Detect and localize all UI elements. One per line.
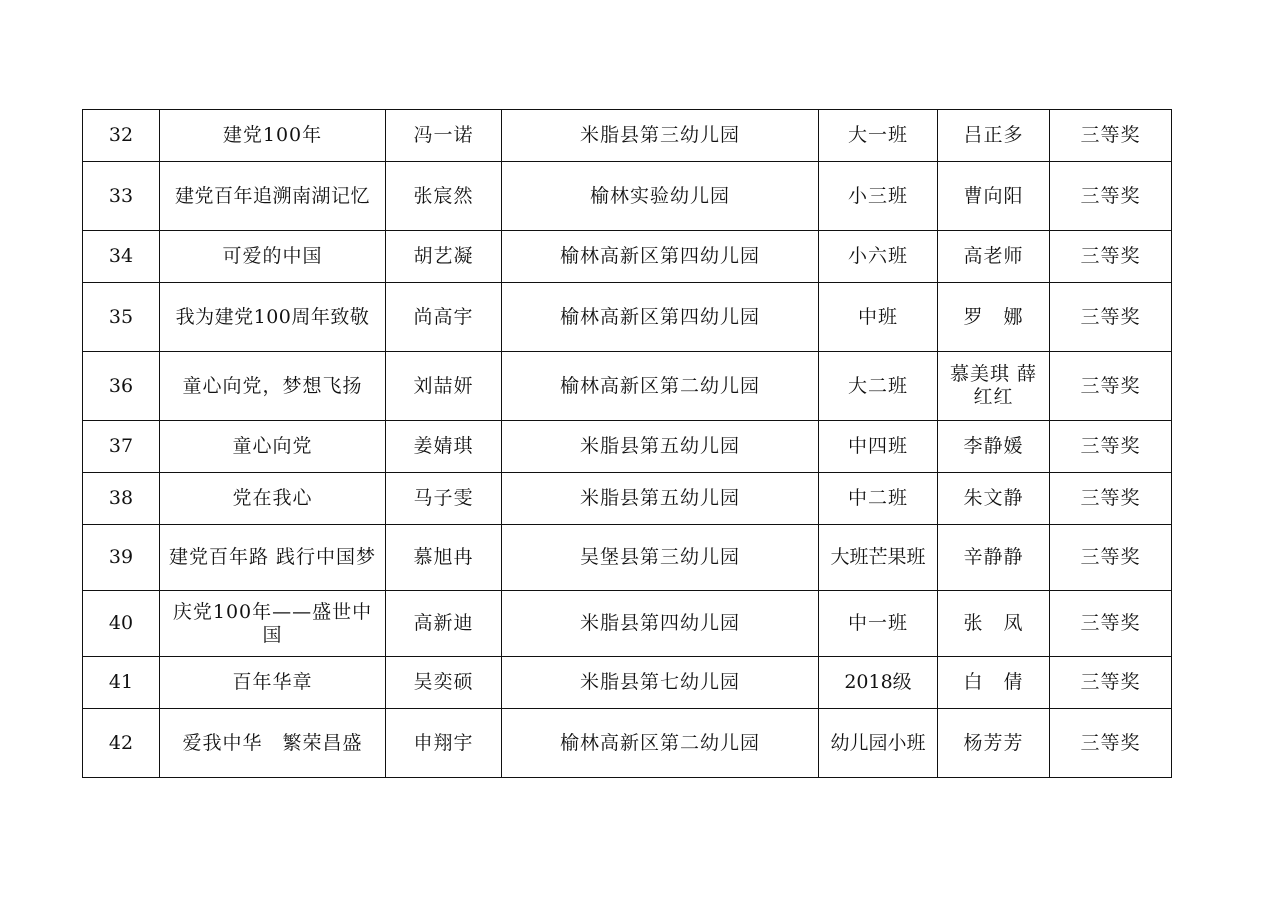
table-row	[83, 110, 1172, 162]
school-name: 米脂县第三幼儿园	[502, 110, 819, 162]
award-table	[82, 109, 1172, 778]
teacher-name: 高老师	[938, 231, 1050, 283]
row-number: 35	[83, 283, 160, 352]
school-name: 米脂县第七幼儿园	[502, 657, 819, 709]
award-level: 三等奖	[1050, 421, 1172, 473]
student-name: 姜婧琪	[386, 421, 502, 473]
school-name: 吴堡县第三幼儿园	[502, 525, 819, 591]
work-title: 童心向党，梦想飞扬	[160, 352, 386, 421]
teacher-name: 吕正多	[938, 110, 1050, 162]
student-name: 胡艺凝	[386, 231, 502, 283]
work-title: 可爱的中国	[160, 231, 386, 283]
school-name: 榆林高新区第四幼儿园	[502, 231, 819, 283]
teacher-name: 张 凤	[938, 591, 1050, 657]
row-number: 32	[83, 110, 160, 162]
student-name: 冯一诺	[386, 110, 502, 162]
teacher-name: 白 倩	[938, 657, 1050, 709]
teacher-name: 杨芳芳	[938, 709, 1050, 778]
school-name: 米脂县第五幼儿园	[502, 473, 819, 525]
row-number: 42	[83, 709, 160, 778]
teacher-name: 辛静静	[938, 525, 1050, 591]
class-name: 小三班	[819, 162, 938, 231]
table-row	[83, 231, 1172, 283]
award-level: 三等奖	[1050, 231, 1172, 283]
class-name: 中班	[819, 283, 938, 352]
row-number: 41	[83, 657, 160, 709]
award-level: 三等奖	[1050, 110, 1172, 162]
student-name: 高新迪	[386, 591, 502, 657]
student-name: 慕旭冉	[386, 525, 502, 591]
work-title: 建党百年追溯南湖记忆	[160, 162, 386, 231]
work-title: 童心向党	[160, 421, 386, 473]
award-level: 三等奖	[1050, 709, 1172, 778]
row-number: 33	[83, 162, 160, 231]
student-name: 吴奕硕	[386, 657, 502, 709]
work-title: 爱我中华 繁荣昌盛	[160, 709, 386, 778]
class-name: 中四班	[819, 421, 938, 473]
table-row	[83, 473, 1172, 525]
school-name: 米脂县第四幼儿园	[502, 591, 819, 657]
class-name: 小六班	[819, 231, 938, 283]
table-row	[83, 283, 1172, 352]
work-title: 我为建党100周年致敬	[160, 283, 386, 352]
teacher-name: 朱文静	[938, 473, 1050, 525]
work-title: 党在我心	[160, 473, 386, 525]
award-level: 三等奖	[1050, 283, 1172, 352]
class-name: 中一班	[819, 591, 938, 657]
school-name: 米脂县第五幼儿园	[502, 421, 819, 473]
student-name: 马子雯	[386, 473, 502, 525]
work-title: 百年华章	[160, 657, 386, 709]
row-number: 37	[83, 421, 160, 473]
table-row	[83, 525, 1172, 591]
teacher-name: 慕美琪 薛红红	[938, 352, 1050, 421]
teacher-name: 曹向阳	[938, 162, 1050, 231]
award-level: 三等奖	[1050, 525, 1172, 591]
row-number: 40	[83, 591, 160, 657]
award-level: 三等奖	[1050, 657, 1172, 709]
row-number: 38	[83, 473, 160, 525]
class-name: 大一班	[819, 110, 938, 162]
student-name: 张宸然	[386, 162, 502, 231]
class-name: 大二班	[819, 352, 938, 421]
work-title: 建党100年	[160, 110, 386, 162]
award-level: 三等奖	[1050, 473, 1172, 525]
award-level: 三等奖	[1050, 591, 1172, 657]
class-name: 幼儿园小班	[819, 709, 938, 778]
class-name: 大班芒果班	[819, 525, 938, 591]
class-name: 2018级	[819, 657, 938, 709]
award-level: 三等奖	[1050, 162, 1172, 231]
work-title: 庆党100年——盛世中国	[160, 591, 386, 657]
award-level: 三等奖	[1050, 352, 1172, 421]
row-number: 36	[83, 352, 160, 421]
table-row	[83, 162, 1172, 231]
teacher-name: 罗 娜	[938, 283, 1050, 352]
row-number: 39	[83, 525, 160, 591]
student-name: 刘喆妍	[386, 352, 502, 421]
table-row	[83, 657, 1172, 709]
table-row	[83, 352, 1172, 421]
teacher-name: 李静媛	[938, 421, 1050, 473]
student-name: 申翔宇	[386, 709, 502, 778]
class-name: 中二班	[819, 473, 938, 525]
table-row	[83, 421, 1172, 473]
school-name: 榆林高新区第二幼儿园	[502, 352, 819, 421]
table-row	[83, 591, 1172, 657]
table-row	[83, 709, 1172, 778]
work-title: 建党百年路 践行中国梦	[160, 525, 386, 591]
student-name: 尚高宇	[386, 283, 502, 352]
school-name: 榆林高新区第四幼儿园	[502, 283, 819, 352]
school-name: 榆林实验幼儿园	[502, 162, 819, 231]
row-number: 34	[83, 231, 160, 283]
school-name: 榆林高新区第二幼儿园	[502, 709, 819, 778]
